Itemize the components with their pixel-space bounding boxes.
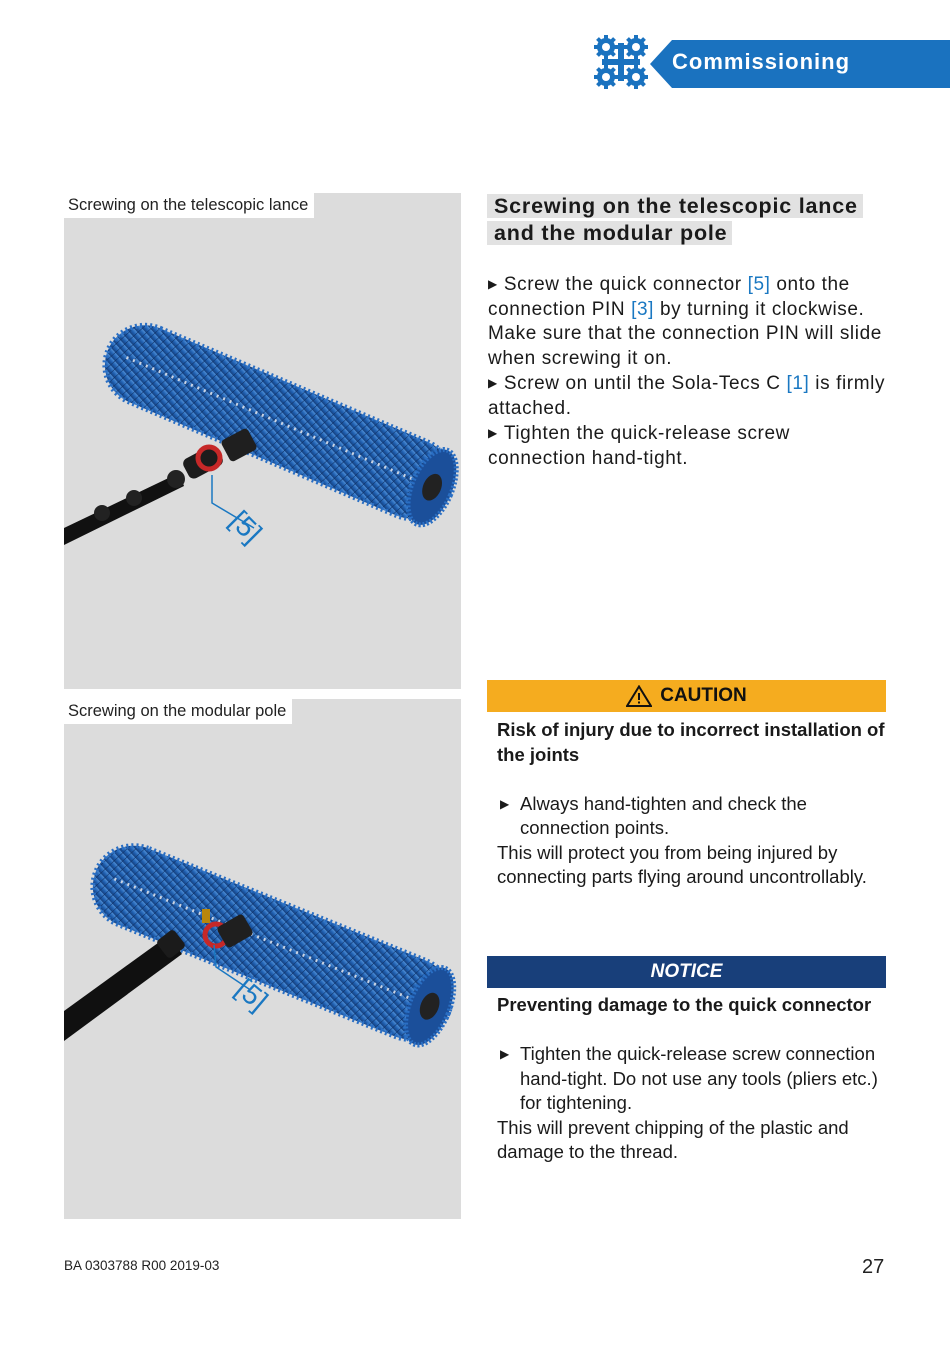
callout-label: [5] [230,972,274,1017]
caution-note: This will protect you from being injured by connecting parts flying around uncontrollably. [497,841,867,887]
bullet-triangle-icon: ▶ [500,796,510,811]
reference-number: [3] [631,298,655,320]
warning-triangle-icon [626,685,652,707]
figure-caption: Screwing on the telescopic lance [64,193,314,218]
caution-message [497,718,887,890]
callout-label: [5] [223,504,268,549]
caution-heading: Risk of injury due to incorrect installation of the joints [497,719,885,765]
notice-label: NOTICE [650,961,723,982]
page-number: 27 [862,1256,885,1278]
section-heading [487,193,887,247]
section-title: Commissioning [672,49,851,74]
step-item: ▶ Tighten the quick-release screw connection hand-tight. [488,423,790,469]
notice-message [497,993,887,1165]
caution-bullet: ▶ Always hand-tighten and check the connection points. [500,792,807,838]
caution-label: CAUTION [660,685,747,706]
reference-number: [1] [786,373,810,394]
notice-banner [487,956,886,988]
section-heading-text: Screwing on the telescopic lance and the modular pole [487,194,863,245]
bullet-triangle-icon: ▶ [488,376,498,390]
bullet-triangle-icon: ▶ [488,426,498,440]
caution-banner [487,680,886,712]
figure-modular-pole [64,699,461,1219]
step-item: ▶ Screw on until the Sola-Tecs C [1] is firmly attached. [488,373,886,419]
brush-illustration [64,699,461,1219]
step-item: ▶ Screw the quick connector [5] onto the connection PIN [3] by turning it clockwise. Make sure that the connection PIN will slide when screwing it on. [488,274,882,369]
figure-telescopic-lance [64,193,461,689]
instruction-steps [488,272,886,471]
bullet-triangle-icon: ▶ [500,1047,510,1061]
gears-icon [592,33,650,91]
reference-number: [5] [747,274,771,295]
brush-illustration [64,193,461,689]
figure-caption: Screwing on the modular pole [64,699,292,724]
notice-heading: Preventing damage to the quick connector [497,994,872,1015]
notice-note: This will prevent chipping of the plastic and damage to the thread. [497,1116,849,1162]
document-reference: BA 0303788 R00 2019-03 [64,1258,220,1273]
notice-bullet: ▶ Tighten the quick-release screw connection hand-tight. Do not use any tools (pliers etc.) for tightening. [500,1043,878,1113]
bullet-triangle-icon: ▶ [488,277,498,291]
